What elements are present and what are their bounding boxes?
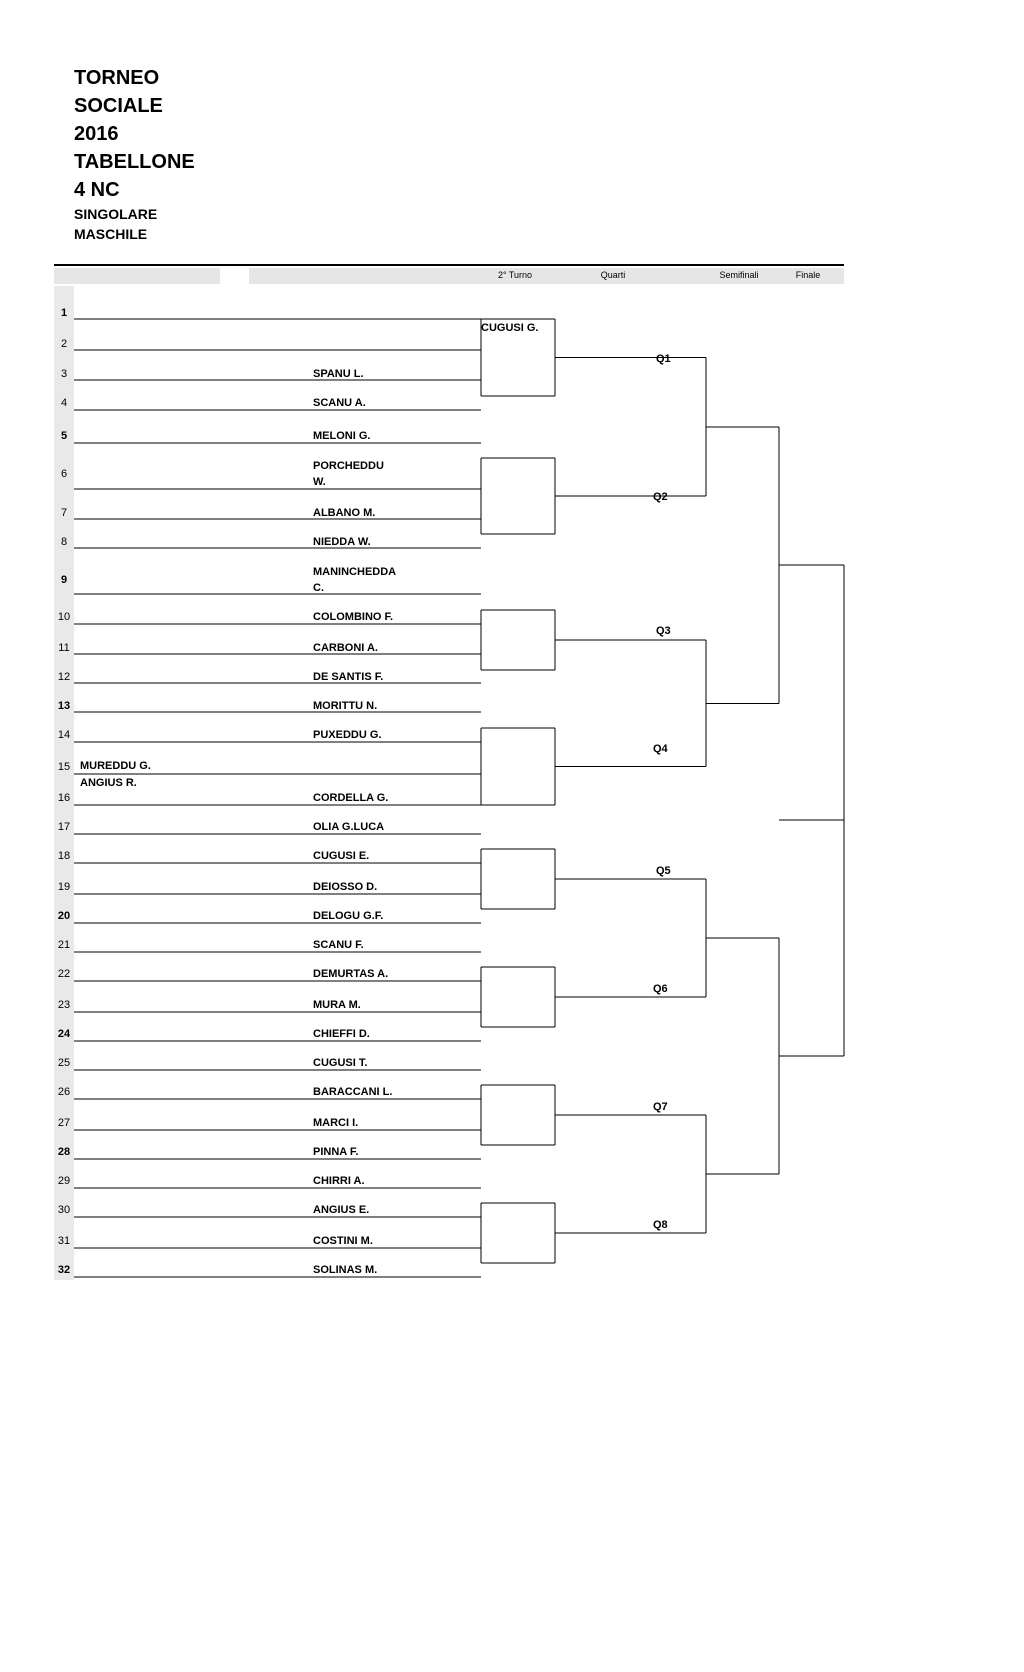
column-header-quarters: Quarti (600, 270, 626, 280)
player-name: CHIRRI A. (313, 1175, 365, 1187)
player-name-line2: W. (313, 476, 326, 488)
draw-number: 4 (60, 397, 68, 409)
draw-number: 15 (57, 761, 71, 773)
draw-number: 17 (57, 821, 71, 833)
player-name: DEMURTAS A. (313, 968, 389, 980)
column-header-final: Finale (795, 270, 821, 280)
quarter-label-q2: Q2 (653, 491, 668, 503)
draw-number: 24 (57, 1028, 71, 1040)
draw-number: 20 (57, 910, 71, 922)
draw-number: 7 (60, 507, 68, 519)
player-name: DE SANTIS F. (313, 671, 384, 683)
player-name: SPANU L. (313, 368, 364, 380)
quarter-label-q1: Q1 (656, 353, 671, 365)
draw-number: 18 (57, 850, 71, 862)
player-name: SCANU F. (313, 939, 364, 951)
title-line-3: 2016 (74, 123, 119, 145)
quarter-label-q5: Q5 (656, 865, 671, 877)
player-name: CUGUSI T. (313, 1057, 368, 1069)
player-name: OLIA G.LUCA (313, 821, 385, 833)
player-name: MORITTU N. (313, 700, 378, 712)
draw-number: 11 (58, 642, 70, 654)
draw-number: 25 (57, 1057, 71, 1069)
draw-number: 26 (57, 1086, 71, 1098)
title-line-5: 4 NC (74, 179, 120, 201)
draw-number: 28 (57, 1146, 71, 1158)
draw-number: 32 (57, 1264, 71, 1276)
round2-winner: CUGUSI G. (481, 322, 539, 334)
player-name: ANGIUS E. (313, 1204, 370, 1216)
draw-number: 9 (60, 574, 68, 586)
player-name: MURA M. (313, 999, 361, 1011)
player-name-line2: C. (313, 582, 324, 594)
title-line-4: TABELLONE (74, 151, 195, 173)
draw-number: 14 (57, 729, 71, 741)
draw-number: 19 (57, 881, 71, 893)
pre-name: MUREDDU G. (80, 760, 151, 772)
draw-number: 22 (57, 968, 71, 980)
player-name: CUGUSI E. (313, 850, 370, 862)
player-name: ALBANO M. (313, 507, 376, 519)
player-name: SOLINAS M. (313, 1264, 378, 1276)
pre-name: ANGIUS R. (80, 777, 137, 789)
draw-number: 29 (57, 1175, 71, 1187)
quarter-label-q3: Q3 (656, 625, 671, 637)
draw-number: 1 (60, 307, 68, 319)
draw-number: 8 (60, 536, 68, 548)
subtitle-line-1: SINGOLARE (74, 206, 158, 222)
title-line-2: SOCIALE (74, 95, 163, 117)
player-name: PORCHEDDU (313, 460, 384, 472)
player-name: CORDELLA G. (313, 792, 389, 804)
subtitle-line-2: MASCHILE (74, 226, 148, 242)
draw-number: 13 (57, 700, 71, 712)
draw-number: 6 (60, 468, 68, 480)
title-line-1: TORNEO (74, 67, 160, 89)
draw-number: 27 (57, 1117, 71, 1129)
player-name: PUXEDDU G. (313, 729, 382, 741)
draw-number: 10 (57, 611, 71, 623)
player-name: NIEDDA W. (313, 536, 371, 548)
column-header-round2: 2° Turno (497, 270, 533, 280)
player-name: MELONI G. (313, 430, 371, 442)
draw-number: 30 (57, 1204, 71, 1216)
player-name: CARBONI A. (313, 642, 378, 654)
player-name: COLOMBINO F. (313, 611, 394, 623)
draw-number: 2 (60, 338, 68, 350)
player-name: BARACCANI L. (313, 1086, 393, 1098)
quarter-label-q4: Q4 (653, 743, 668, 755)
draw-number: 12 (57, 671, 71, 683)
player-name: COSTINI M. (313, 1235, 373, 1247)
draw-number: 31 (57, 1235, 71, 1247)
draw-number: 16 (57, 792, 71, 804)
player-name: DELOGU G.F. (313, 910, 384, 922)
draw-number: 5 (60, 430, 68, 442)
player-name: SCANU A. (313, 397, 366, 409)
column-header-semifinals: Semifinali (719, 270, 759, 280)
draw-number: 23 (57, 999, 71, 1011)
player-name: CHIEFFI D. (313, 1028, 370, 1040)
draw-number: 3 (60, 368, 68, 380)
player-name: MARCI I. (313, 1117, 359, 1129)
quarter-label-q7: Q7 (653, 1101, 668, 1113)
player-name: MANINCHEDDA (313, 566, 397, 578)
quarter-label-q8: Q8 (653, 1219, 668, 1231)
quarter-label-q6: Q6 (653, 983, 668, 995)
draw-number: 21 (57, 939, 71, 951)
player-name: DEIOSSO D. (313, 881, 378, 893)
player-name: PINNA F. (313, 1146, 359, 1158)
